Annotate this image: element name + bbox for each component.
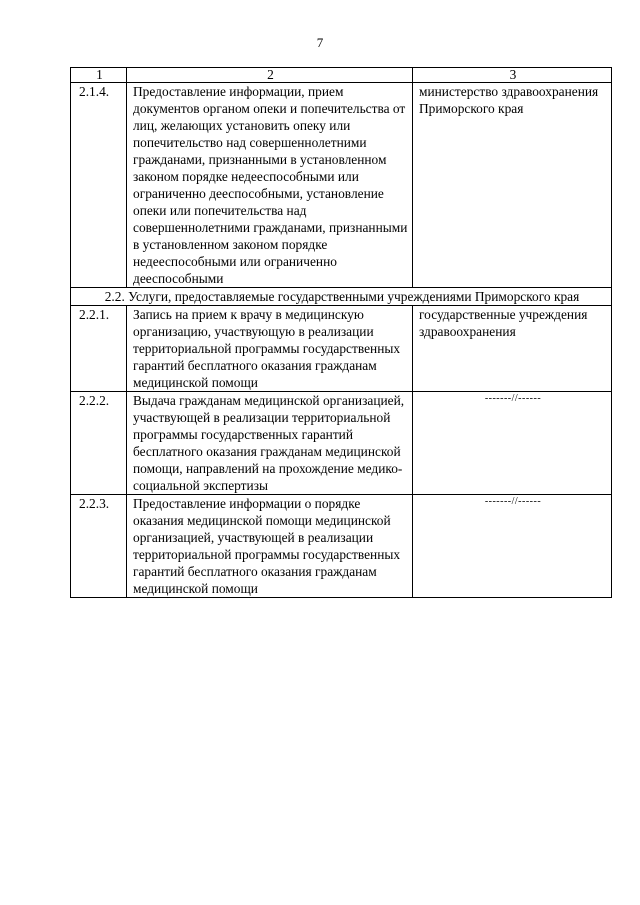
table-row: [71, 495, 612, 598]
column-header-2: 2: [127, 68, 413, 83]
page-number: 7: [316, 35, 324, 50]
service-provider: государственные учреждения здравоохранения: [413, 306, 612, 392]
row-number: 2.2.3.: [71, 495, 127, 598]
row-number: 2.2.2.: [71, 392, 127, 495]
service-name: Предоставление информации о порядке оказания медицинской помощи медицинской организацией, участвующей в реализации территориальной программы государственных гарантий бесплатного оказания гражданам медицинской помощи: [127, 495, 413, 598]
table-header-row: [71, 68, 612, 83]
service-name: Выдача гражданам медицинской организацией, участвующей в реализации территориальной программы государственных гарантий бесплатного оказания гражданам медицинской помощи, направлений на прохождение медико-социальной экспертизы: [127, 392, 413, 495]
table-row: [71, 306, 612, 392]
section-heading: 2.2. Услуги, предоставляемые государственными учреждениями Приморского края: [71, 288, 612, 306]
column-header-1: 1: [71, 68, 127, 83]
service-provider: министерство здравоохранения Приморского края: [413, 83, 612, 288]
service-name: Предоставление информации, прием документов органом опеки и попечительства от лиц, желающих установить опеку или попечительство над совершеннолетними гражданами, признанными в установленном законом порядке недееспособными или ограниченно дееспособными, установление опеки или попечительства над совершеннолетними гражданами, признанными в установленном законом порядке недееспособными или ограниченно дееспособными: [127, 83, 413, 288]
service-name: Запись на прием к врачу в медицинскую организацию, участвующую в реализации территориальной программы государственных гарантий бесплатного оказания гражданам медицинской помощи: [127, 306, 413, 392]
row-number: 2.2.1.: [71, 306, 127, 392]
section-row: [71, 288, 612, 306]
ditto-mark: -------//------: [413, 495, 612, 598]
row-number: 2.1.4.: [71, 83, 127, 288]
table-row: [71, 83, 612, 288]
table-row: [71, 392, 612, 495]
column-header-3: 3: [413, 68, 612, 83]
services-table: [70, 67, 612, 598]
ditto-mark: -------//------: [413, 392, 612, 495]
